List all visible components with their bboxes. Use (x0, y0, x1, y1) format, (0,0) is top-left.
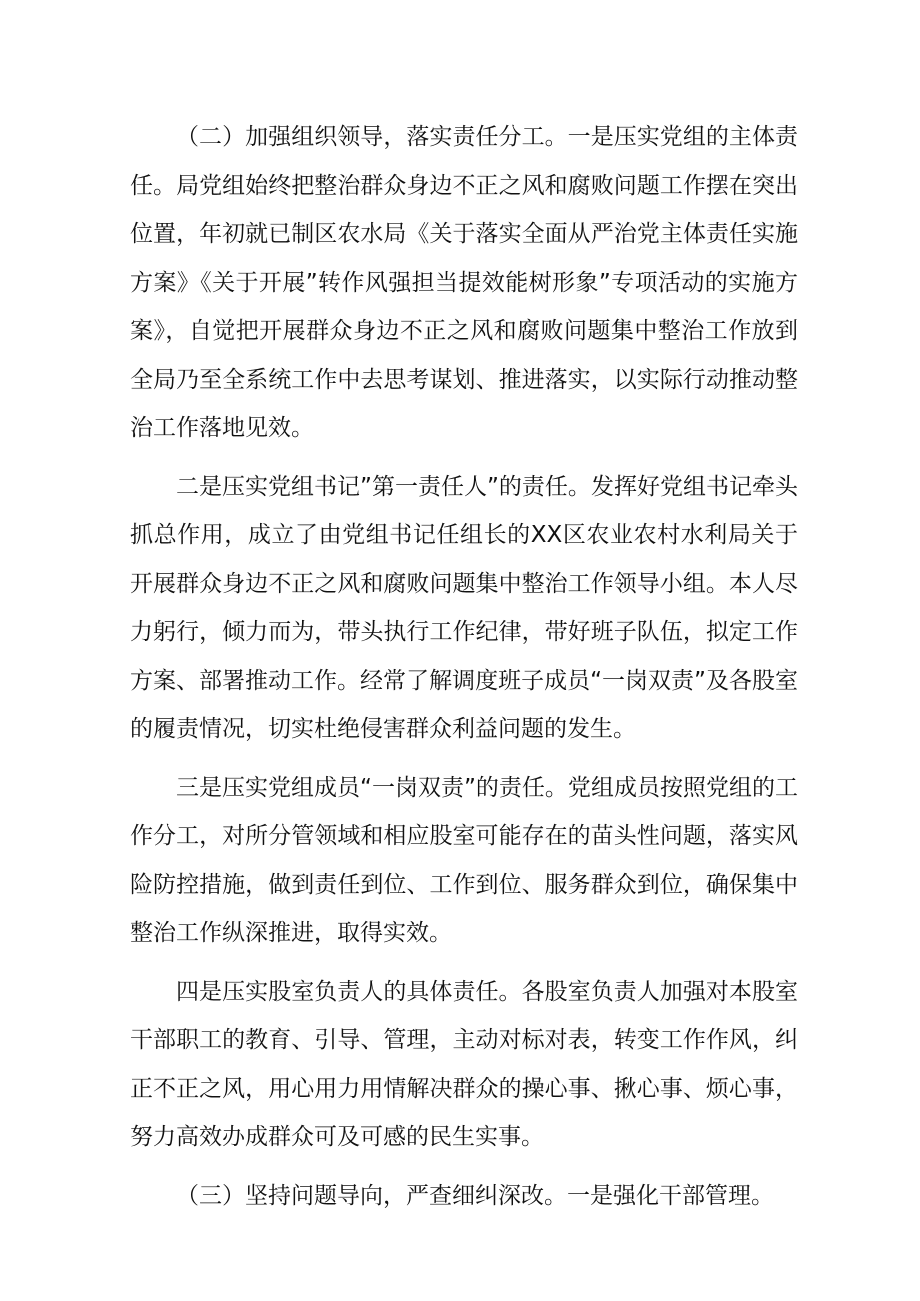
paragraph-office-heads: 四是压实股室负责人的具体责任。各股室负责人加强对本股室干部职工的教育、引导、管理，主动对标对表，转变工作作风，纠正不正之风，用心用力用情解决群众的操心事、揪心事、烦心事，努力高效办成群众可及可感的民生实事。 (130, 978, 798, 1150)
paragraph-section-three: （三）坚持问题导向，严查细纠深改。一是强化干部管理。 (176, 1182, 774, 1209)
document-body (130, 113, 798, 1230)
paragraph-party-members: 三是压实党组成员“一岗双责”的责任。党组成员按照党组的工作分工，对所分管领域和相应股室可能存在的苗头性问题，落实风险防控措施，做到责任到位、工作到位、服务群众到位，确保集中整治工作纵深推进，取得实效。 (130, 774, 798, 946)
paragraph-section-two: （二）加强组织领导，落实责任分工。一是压实党组的主体责任。局党组始终把整治群众身边不正之风和腐败问题工作摆在突出位置，年初就已制区农水局《关于落实全面从严治党主体责任实施方案》《关于开展”转作风强担当提效能树形象”专项活动的实施方案》，自觉把开展群众身边不正之风和腐败问题集中整治工作放到全局乃至全系统工作中去思考谋划、推进落实，以实际行动推动整治工作落地见效。 (130, 124, 798, 441)
paragraph-party-secretary: 二是压实党组书记”第一责任人”的责任。发挥好党组书记牵头抓总作用，成立了由党组书记任组长的XX区农业农村水利局关于开展群众身边不正之风和腐败问题集中整治工作领导小组。本人尽力躬行，倾力而为，带头执行工作纪律，带好班子队伍，拟定工作方案、部署推动工作。经常了解调度班子成员“一岗双责”及各股室的履责情况，切实杜绝侵害群众利益问题的发生。 (130, 473, 798, 742)
